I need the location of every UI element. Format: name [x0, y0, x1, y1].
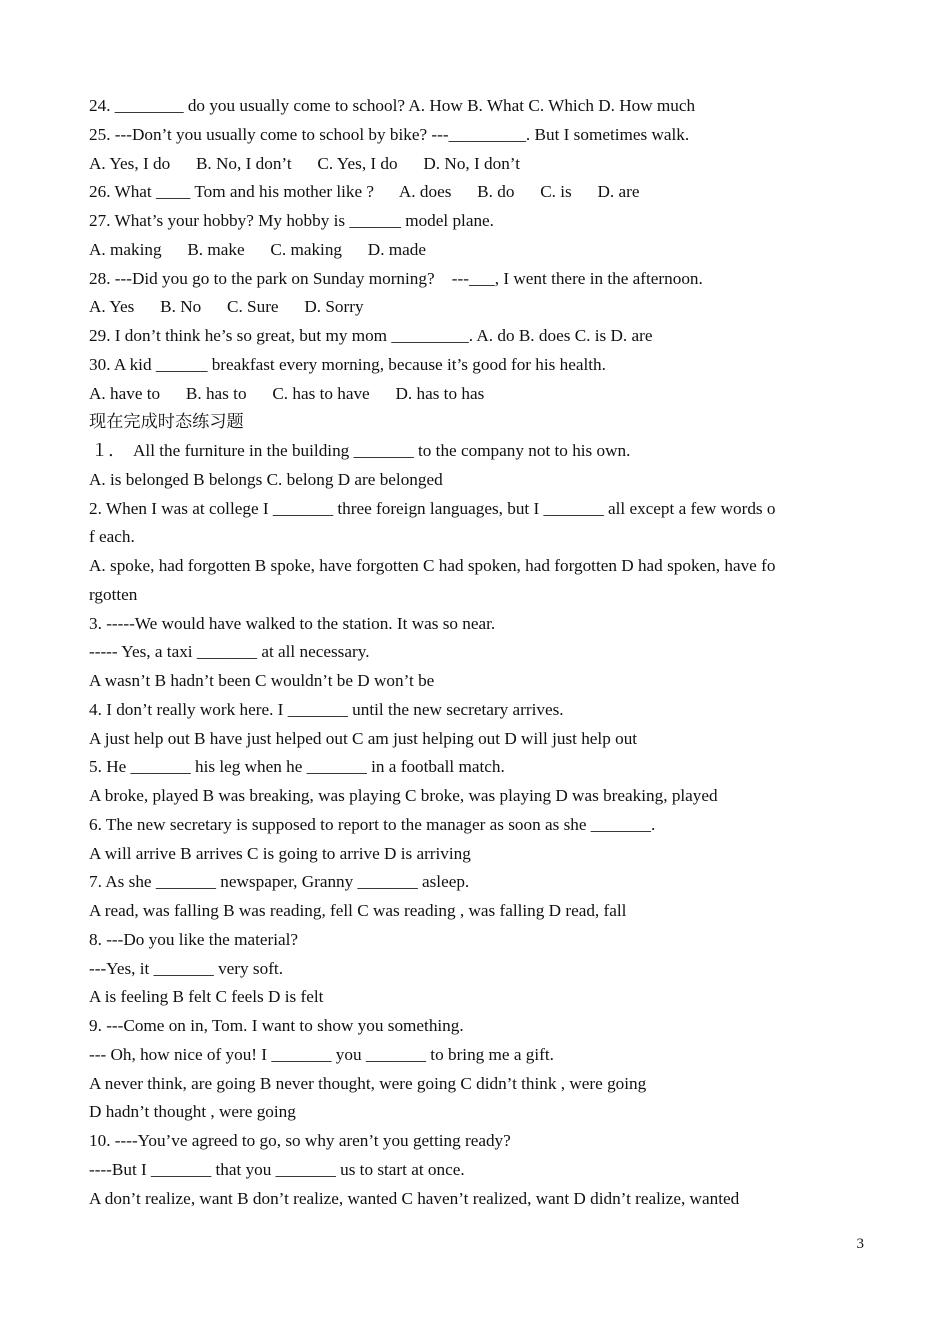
text-line: 5. He _______ his leg when he _______ in a football match.: [89, 757, 505, 777]
text-line: 2. When I was at college I _______ three foreign languages, but I _______ all except a few words o: [89, 498, 776, 518]
text-line: A never think, are going B never thought, were going C didn’t think , were going: [89, 1073, 647, 1093]
text-line: １． All the furniture in the building _______ to the company not to his own.: [91, 441, 631, 460]
text-line: A don’t realize, want B don’t realize, wanted C haven’t realized, want D didn’t realize, wanted: [89, 1188, 740, 1208]
text-line: 8. ---Do you like the material?: [89, 929, 299, 949]
page-number: 3: [856, 1236, 864, 1252]
text-line: ----But I _______ that you _______ us to start at once.: [89, 1159, 465, 1179]
text-line: A will arrive B arrives C is going to arrive D is arriving: [89, 843, 471, 863]
text-line: A. Yes B. No C. Sure D. Sorry: [89, 297, 364, 317]
text-line: 29. I don’t think he’s so great, but my mom _________. A. do B. does C. is D. are: [89, 326, 653, 345]
text-line: A is feeling B felt C feels D is felt: [89, 987, 324, 1007]
text-line: 24. ________ do you usually come to school? A. How B. What C. Which D. How much: [89, 96, 696, 115]
text-line: 27. What’s your hobby? My hobby is ______ model plane.: [89, 211, 494, 230]
text-line: 10. ----You’ve agreed to go, so why aren’t you getting ready?: [89, 1131, 511, 1150]
text-line: 6. The new secretary is supposed to report to the manager as soon as she _______.: [89, 814, 656, 834]
text-line: 7. As she _______ newspaper, Granny _______ asleep.: [89, 872, 470, 892]
text-line: rgotten: [89, 584, 138, 604]
text-line: A. is belonged B belongs C. belong D are belonged: [89, 469, 443, 489]
text-line: A. spoke, had forgotten B spoke, have forgotten C had spoken, had forgotten D had spoken, have fo: [89, 556, 776, 575]
text-line: A just help out B have just helped out C am just helping out D will just help out: [89, 728, 638, 748]
text-line: ----- Yes, a taxi _______ at all necessary.: [89, 642, 370, 662]
text-line: 30. A kid ______ breakfast every morning, because it’s good for his health.: [89, 354, 606, 374]
text-line: 25. ---Don’t you usually come to school by bike? ---_________. But I sometimes walk.: [89, 124, 690, 144]
text-line: A. have to B. has to C. has to have D. has to has: [89, 383, 485, 403]
text-line: A. Yes, I do B. No, I don’t C. Yes, I do D. No, I don’t: [89, 153, 520, 173]
text-line: 3. -----We would have walked to the station. It was so near.: [89, 613, 496, 633]
text-line: D hadn’t thought , were going: [89, 1102, 296, 1122]
text-line: 现在完成时态练习题: [89, 412, 244, 432]
text-line: 4. I don’t really work here. I _______ until the new secretary arrives.: [89, 699, 564, 719]
text-line: --- Oh, how nice of you! I _______ you _______ to bring me a gift.: [89, 1044, 554, 1064]
text-line: 9. ---Come on in, Tom. I want to show you something.: [89, 1016, 464, 1035]
text-line: A wasn’t B hadn’t been C wouldn’t be D won’t be: [89, 671, 435, 690]
text-line: 28. ---Did you go to the park on Sunday morning? ---___, I went there in the afternoon.: [89, 268, 703, 288]
text-line: 26. What ____ Tom and his mother like ? A. does B. do C. is D. are: [89, 182, 640, 202]
text-line: A read, was falling B was reading, fell C was reading , was falling D read, fall: [89, 901, 627, 920]
worksheet-body: [89, 92, 864, 1213]
text-line: A. making B. make C. making D. made: [89, 239, 427, 259]
text-line: A broke, played B was breaking, was playing C broke, was playing D was breaking, played: [89, 786, 718, 805]
text-line: f each.: [89, 527, 135, 547]
text-line: ---Yes, it _______ very soft.: [89, 958, 283, 978]
